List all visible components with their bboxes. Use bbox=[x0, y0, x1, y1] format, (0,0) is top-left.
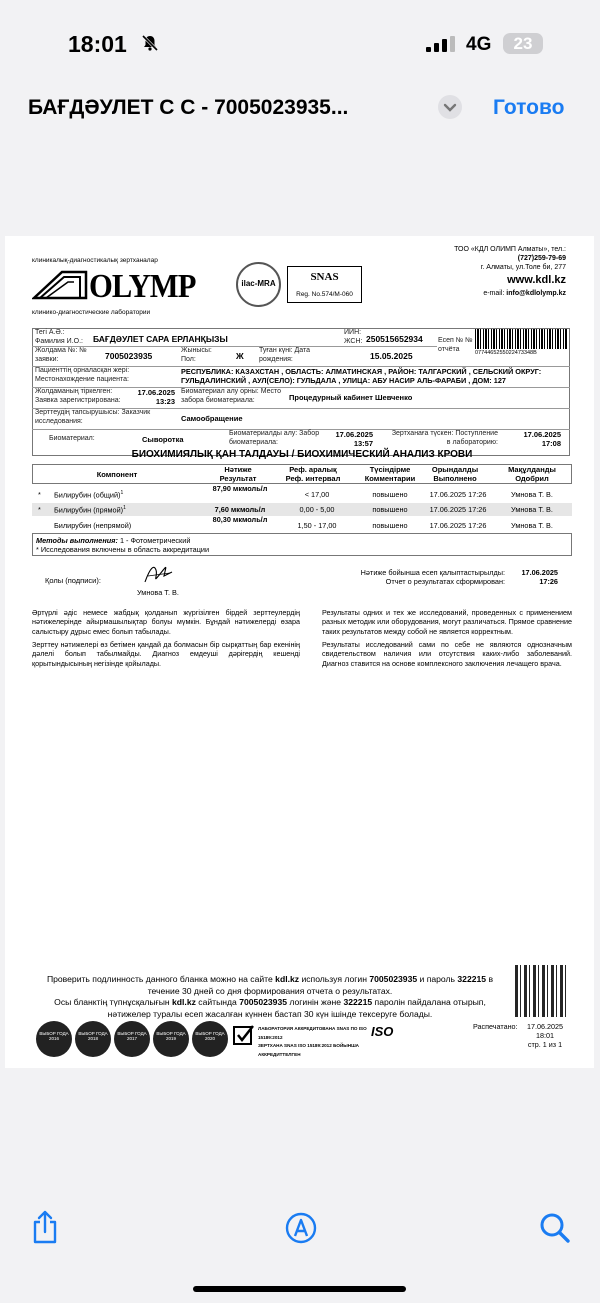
lab-report-page bbox=[5, 236, 594, 1068]
disclaimer-ru-2: Результаты исследований сами по себе не являются однозначным свидетельством наличия или отсутствия каких-либо заболеваний. Диагноз ставится на основе комплексного заключения лечащего врача. bbox=[322, 640, 572, 668]
status-bar bbox=[0, 0, 600, 90]
bell-muted-icon bbox=[141, 34, 159, 57]
report-number-label: Есеп № № отчёта bbox=[438, 337, 473, 353]
bottom-toolbar bbox=[0, 1195, 600, 1265]
barcode bbox=[475, 329, 567, 349]
location-label: Пациенттің орналасқан жері: Местонахождение пациента: bbox=[35, 367, 130, 383]
order-number: 7005023935 bbox=[105, 351, 153, 361]
done-button[interactable]: Готово bbox=[493, 96, 565, 119]
sex-value: Ж bbox=[236, 351, 244, 361]
battery-icon: 23 bbox=[503, 33, 543, 54]
sampling-datetime: 17.06.2025 13:57 bbox=[335, 430, 373, 449]
olymp-logo-text: OLYMP bbox=[89, 268, 196, 305]
biomaterial-label: Биоматериал: bbox=[49, 435, 95, 442]
name-label: Тегі А.Ә.: Фамилия И.О.: bbox=[35, 329, 83, 345]
signature-label: Қолы (подписи): bbox=[45, 576, 101, 585]
table-row: Билирубин (непрямой) 80,30 мкмоль/л 1,50 - 17,00 повышено 17.06.2025 17:26 Умнова Т. В. bbox=[54, 515, 553, 530]
lab-name-ru: клинико-диагностические лаборатории bbox=[32, 309, 151, 316]
patient-iin: 250515652934 bbox=[366, 334, 423, 344]
signature-image bbox=[142, 562, 176, 588]
award-badge-icon: ВЫБОР ГОДА 2019 bbox=[153, 1021, 189, 1057]
methods-box: Методы выполнения: 1 - Фотометрический * Исследования включены в область аккредитации bbox=[32, 533, 572, 556]
clock: 18:01 bbox=[68, 31, 127, 57]
col-result: Нәтиже Результат bbox=[219, 465, 257, 484]
award-badge-icon: ВЫБОР ГОДА 2018 bbox=[75, 1021, 111, 1057]
award-badge-icon: ВЫБОР ГОДА 2016 bbox=[36, 1021, 72, 1057]
disclaimer-kz-2: Зерттеу нәтижелері өз бетімен қандай да болмасын бір сырқаттың бар екенінің дәлелі болып табылмайды. Диагноз емдеуші дәрігердің кешенді қорытындысының негізінде қойылады. bbox=[32, 640, 300, 668]
sex-label: Жынысы: Пол: bbox=[181, 347, 212, 363]
printed-info: 17.06.2025 18:01 стр. 1 из 1 bbox=[527, 1022, 563, 1049]
chevron-down-icon[interactable] bbox=[438, 95, 462, 119]
order-label: Жолдама №: № заявки: bbox=[35, 347, 87, 363]
customer-value: Самообращение bbox=[181, 414, 243, 423]
place-label: Биоматериал алу орны: Место забора биоматериала: bbox=[181, 388, 282, 404]
award-badge-icon: ВЫБОР ГОДА 2017 bbox=[114, 1021, 150, 1057]
ilac-mra-logo: ilac-MRA bbox=[236, 262, 281, 307]
share-icon[interactable] bbox=[31, 1210, 59, 1249]
site-link[interactable]: www.kdl.kz bbox=[507, 274, 566, 287]
customer-label: Зерттеудің тапсырушысы: Заказчик исследования: bbox=[35, 409, 151, 425]
printed-label: Распечатано: bbox=[473, 1022, 518, 1031]
check-box-icon bbox=[233, 1024, 255, 1048]
dob-value: 15.05.2025 bbox=[370, 351, 413, 361]
markup-icon[interactable] bbox=[285, 1212, 317, 1249]
email-link[interactable]: info@kdlolymp.kz bbox=[506, 290, 566, 297]
received-label: Зертханаға түскен: Поступление в лабораторию: bbox=[391, 430, 498, 446]
disclaimer-ru-1: Результаты одних и тех же исследований, проведенных с применением разных методик или оборудования, могут различаться. Прямое сравнение таких результатов между собой не является корректным. bbox=[322, 608, 572, 636]
col-approved: Мақұлданды Одобрил bbox=[508, 465, 556, 484]
col-done: Орындалды Выполнено bbox=[431, 465, 479, 484]
verify-text: Проверить подлинность данного бланка можно на сайте kdl.kz используя логин 7005023935 и пароль 322215 в течение 30 дней со дня формирования отчета о результатах. Осы бланктің түпнұсқалығын kdl.kz сайтында 7005023935 логинін және 322215 паролін пайдалана отырып, нәтижелер туралы есеп жасалған күннен бастап 30 күн ішінде тексеруге болады. bbox=[46, 974, 494, 1019]
registered-label: Жолдаманың тіркелген: Заявка зарегистрирована: bbox=[35, 388, 121, 404]
nav-bar bbox=[0, 90, 600, 130]
iin-label: ИИН: ЖСН: bbox=[344, 329, 363, 345]
signer-name: Умнова Т. В. bbox=[137, 588, 179, 597]
qr-code bbox=[515, 965, 567, 1017]
col-ref: Реф. аралық Реф. интервал bbox=[285, 465, 341, 484]
registered-datetime: 17.06.2025 13:23 bbox=[137, 388, 175, 407]
barcode-number: 0774465255022473348B bbox=[475, 350, 537, 356]
sampling-label: Биоматериалды алу: Забор биоматериала: bbox=[229, 430, 320, 446]
table-row: * Билирубин (прямой)$^1$ 7,60 мкмоль/л 0,00 - 5,00 повышено 17.06.2025 17:26 Умнова Т. В. bbox=[32, 503, 572, 516]
received-datetime: 17.06.2025 17:08 bbox=[523, 430, 561, 449]
col-component: Компонент bbox=[96, 470, 138, 479]
table-row: * Билирубин (общий)$^1$ 87,90 мкмоль/л < 17,00 повышено 17.06.2025 17:26 Умнова Т. В. bbox=[38, 484, 553, 500]
biomaterial-value: Сыворотка bbox=[142, 435, 184, 444]
accreditation-text: ЛАБОРАТОРИЯ АККРЕДИТОВАНА SNAS ПО ISO 15189:2012 ЗЕРТХАНА SNAS ISO 15189:2012 БОЙЫНША АККРЕДИТТЕЛГЕН bbox=[258, 1026, 367, 1058]
home-indicator[interactable] bbox=[193, 1286, 406, 1292]
report-title: БИОХИМИЯЛЫҚ ҚАН ТАЛДАУЫ / БИОХИМИЧЕСКИЙ АНАЛИЗ КРОВИ bbox=[131, 449, 473, 460]
document-title[interactable]: БАҒДӘУЛЕТ С С - 7005023935... bbox=[28, 96, 349, 119]
award-badge-icon: ВЫБОР ГОДА 2020 bbox=[192, 1021, 228, 1057]
col-comment: Түсіндірме Комментарии bbox=[364, 465, 416, 484]
dob-label: Туған күні: Дата рождения: bbox=[259, 347, 311, 363]
lab-name-kz: клиникалық-диагностикалық зертханалар bbox=[32, 257, 158, 264]
formed-label: Нәтиже бойынша есеп қалыптастырылды: Отчет о результатах сформирован: bbox=[360, 568, 505, 587]
iso-logo: ISO bbox=[371, 1024, 394, 1039]
place-value: Процедурный кабинет Шевченко bbox=[289, 393, 413, 402]
disclaimer-kz-1: Әртүрлі әдіс немесе жабдық қолданып жүргізілген бірдей зерттеулердің нәтижелерінде айырмашылықтар болуы мүмкін. Бұндай нәтижелерді өзара салыстыру дұрыс емес болып табылады. bbox=[32, 608, 300, 636]
search-icon[interactable] bbox=[539, 1212, 571, 1249]
formed-datetime: 17.06.2025 17:26 bbox=[521, 568, 558, 587]
company-contacts: ТОО «КДЛ ОЛИМП Алматы», тел.: (727)259-79-69 г. Алматы, ул.Толе би, 277 www.kdl.kz e-mail: info@kdlolymp.kz bbox=[454, 246, 566, 297]
patient-name: БАҒДӘУЛЕТ САРА ЕРЛАНҚЫЗЫ bbox=[93, 334, 228, 344]
location-value: РЕСПУБЛИКА: КАЗАХСТАН , ОБЛАСТЬ: АЛМАТИНСКАЯ , РАЙОН: ТАЛГАРСКИЙ , СЕЛЬСКИЙ ОКРУГ: ГУЛЬДАЛИНСКИЙ , АУЛ(СЕЛО): ГУЛЬДАЛА , УЛИЦА: АБУ НАСИР АЛЬ-ФАРАБИ , ДОМ: 127 bbox=[181, 367, 542, 386]
network-label: 4G bbox=[466, 34, 492, 55]
olymp-logo-icon bbox=[32, 268, 88, 304]
signal-icon bbox=[426, 36, 458, 57]
snas-logo: SNAS Reg. No.574/M-060 bbox=[287, 266, 362, 303]
